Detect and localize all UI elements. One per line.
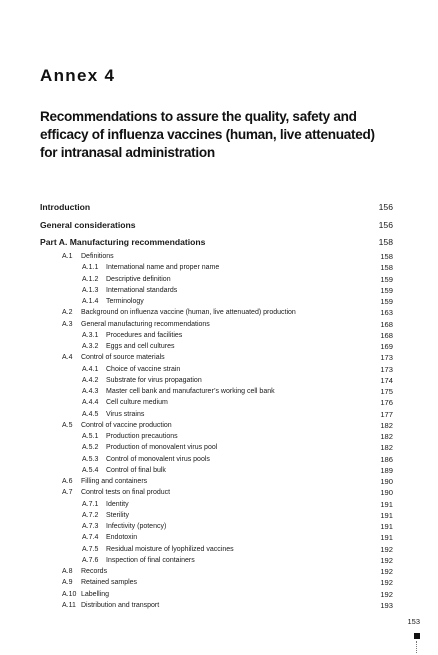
toc-entry-page: 158 <box>380 263 393 273</box>
toc-entry-label: Sterility <box>106 511 129 519</box>
toc-entry-number: A.3 <box>62 320 73 328</box>
toc-entry-label: Terminology <box>106 298 144 305</box>
toc-entry-label: Control of source materials <box>81 354 165 362</box>
toc-entry-page: 191 <box>380 510 393 520</box>
toc-entry-number: A.7.4 <box>82 534 99 542</box>
toc-row[interactable] <box>0 532 438 543</box>
toc-entry-page: 190 <box>380 488 393 498</box>
toc-entry-label: Background on influenza vaccine (human, live attenuated) production <box>81 309 296 317</box>
toc-row[interactable] <box>0 220 438 231</box>
toc-entry-label: General considerations <box>40 220 136 230</box>
toc-entry-label: Production precautions <box>106 433 178 440</box>
toc-entry-label: Labelling <box>81 590 110 598</box>
toc-entry-number: A.3.2 <box>82 343 99 350</box>
toc-row[interactable] <box>0 521 438 532</box>
toc-entry-page: 192 <box>380 589 393 599</box>
toc-entry-page: 182 <box>380 420 393 430</box>
toc-entry-label: Cell culture medium <box>106 399 168 407</box>
toc-entry-number: A.7.6 <box>82 556 99 564</box>
toc-entry-number: A.10 <box>62 590 77 598</box>
toc-row[interactable] <box>0 307 438 318</box>
toc-row[interactable] <box>0 566 438 577</box>
toc-entry-number: A.3.1 <box>82 331 99 339</box>
toc-entry-label: Production of monovalent virus pool <box>106 444 218 452</box>
toc-row[interactable] <box>0 319 438 330</box>
toc-row[interactable] <box>0 555 438 566</box>
document-title <box>40 108 400 162</box>
toc-entry-number: A.1.3 <box>82 286 99 294</box>
toc-entry-page: 182 <box>380 443 393 453</box>
toc-entry-page: 192 <box>380 555 393 565</box>
toc-entry-label: Definitions <box>81 253 114 260</box>
toc-entry-label: Eggs and cell cultures <box>106 343 175 350</box>
toc-entry-label: Inspection of final containers <box>106 556 195 564</box>
annex-heading: Annex 4 <box>40 66 116 85</box>
toc-entry-page: 163 <box>380 308 393 318</box>
toc-row[interactable] <box>0 397 438 408</box>
toc-entry-label: International name and proper name <box>106 264 220 272</box>
toc-entry-label: Control of vaccine production <box>81 421 172 429</box>
toc-entry-number: A.4.1 <box>82 365 99 373</box>
toc-entry-number: A.1.2 <box>82 275 99 283</box>
toc-entry-page: 191 <box>380 533 393 543</box>
toc-entry-page: 192 <box>380 567 393 576</box>
toc-row[interactable] <box>0 420 438 431</box>
toc-row[interactable] <box>0 499 438 510</box>
toc-entry-label: Substrate for virus propagation <box>106 376 202 384</box>
toc-entry-page: 159 <box>380 297 393 306</box>
toc-entry-page: 174 <box>380 375 393 385</box>
toc-entry-label: Descriptive definition <box>106 275 171 283</box>
toc-entry-label: Identity <box>106 500 129 508</box>
toc-entry-number: A.7 <box>62 489 73 497</box>
toc-entry-number: A.4.3 <box>82 388 99 395</box>
toc-row[interactable] <box>0 364 438 375</box>
toc-row[interactable] <box>0 510 438 521</box>
toc-row[interactable] <box>0 237 438 248</box>
toc-entry-page: 189 <box>380 465 393 475</box>
toc-row[interactable] <box>0 274 438 285</box>
toc-entry-page: 193 <box>380 600 393 610</box>
toc-entry-label: Procedures and facilities <box>106 331 183 339</box>
toc-entry-number: A.5.4 <box>82 466 99 474</box>
toc-entry-label: Master cell bank and manufacturer’s working cell bank <box>106 388 275 395</box>
toc-entry-page: 156 <box>378 202 393 212</box>
toc-entry-label: Virus strains <box>106 410 145 418</box>
toc-entry-page: 159 <box>380 274 393 284</box>
toc-entry-page: 158 <box>380 252 393 261</box>
toc-entry-label: Part A. Manufacturing recommendations <box>40 237 206 247</box>
toc-row[interactable] <box>0 202 438 213</box>
toc-row[interactable] <box>0 409 438 420</box>
toc-row[interactable] <box>0 544 438 555</box>
toc-entry-number: A.1.4 <box>82 298 99 305</box>
toc-entry-page: 192 <box>380 578 393 588</box>
toc-row[interactable] <box>0 589 438 600</box>
toc-entry-label: Choice of vaccine strain <box>106 365 181 373</box>
title-line-1: Recommendations to assure the quality, safety and <box>40 109 357 124</box>
toc-row[interactable] <box>0 386 438 397</box>
toc-entry-number: A.9 <box>62 579 73 587</box>
toc-entry-label: Control tests on final product <box>81 489 171 497</box>
toc-entry-number: A.5.3 <box>82 455 99 463</box>
toc-row[interactable] <box>0 296 438 307</box>
toc-entry-page: 158 <box>378 237 393 247</box>
toc-entry-number: A.4 <box>62 354 73 362</box>
toc-entry-page: 175 <box>380 387 393 396</box>
toc-row[interactable] <box>0 577 438 588</box>
toc-entry-page: 192 <box>380 544 393 554</box>
toc-entry-label: Filling and containers <box>81 478 148 485</box>
toc-row[interactable] <box>0 476 438 487</box>
toc-entry-page: 156 <box>378 220 393 230</box>
toc-row[interactable] <box>0 262 438 273</box>
toc-entry-label: Endotoxin <box>106 534 138 542</box>
toc-entry-page: 177 <box>380 409 393 419</box>
toc-entry-number: A.2 <box>62 309 73 317</box>
toc-entry-page: 176 <box>380 398 393 408</box>
toc-entry-number: A.7.3 <box>82 523 99 530</box>
toc-entry-label: Retained samples <box>81 579 138 587</box>
toc-entry-page: 182 <box>380 432 393 441</box>
toc-entry-number: A.7.1 <box>82 500 99 508</box>
toc-entry-number: A.7.2 <box>82 511 99 519</box>
toc-entry-page: 169 <box>380 342 393 351</box>
toc-entry-label: Introduction <box>40 202 91 212</box>
toc-entry-page: 168 <box>380 330 393 340</box>
page-number: 153 <box>407 617 420 626</box>
toc-row[interactable] <box>0 487 438 498</box>
toc-row[interactable] <box>0 352 438 363</box>
toc-entry-number: A.4.4 <box>82 399 99 407</box>
toc-entry-page: 186 <box>380 454 393 464</box>
toc-row[interactable] <box>0 454 438 465</box>
toc-entry-number: A.4.2 <box>82 376 99 384</box>
toc-row[interactable] <box>0 285 438 296</box>
toc-entry-label: Control of final bulk <box>106 466 166 474</box>
toc-entry-page: 190 <box>380 477 393 486</box>
title-line-3: for intranasal administration <box>40 145 215 160</box>
toc-entry-number: A.11 <box>62 601 76 609</box>
title-line-2: efficacy of influenza vaccines (human, live attenuated) <box>40 127 375 142</box>
toc-entry-label: Distribution and transport <box>81 601 160 609</box>
toc-row[interactable] <box>0 341 438 352</box>
toc-row[interactable] <box>0 442 438 453</box>
page-dots-decoration <box>416 641 419 653</box>
toc-entry-number: A.5.2 <box>82 444 99 452</box>
toc-row[interactable] <box>0 431 438 442</box>
toc-row[interactable] <box>0 251 438 262</box>
toc-entry-number: A.1 <box>62 253 73 260</box>
toc-entry-page: 168 <box>380 319 393 329</box>
toc-entry-number: A.5 <box>62 421 73 429</box>
toc-entry-number: A.7.5 <box>82 545 99 553</box>
toc-entry-page: 191 <box>380 522 393 531</box>
toc-row[interactable] <box>0 330 438 341</box>
page-marker <box>414 633 420 639</box>
toc-entry-label: Records <box>81 568 108 575</box>
toc-entry-page: 173 <box>380 353 393 363</box>
toc-entry-number: A.4.5 <box>82 410 99 418</box>
toc-row[interactable] <box>0 600 438 611</box>
toc-row[interactable] <box>0 375 438 386</box>
toc-entry-number: A.6 <box>62 478 73 485</box>
toc-entry-page: 191 <box>380 499 393 509</box>
toc-entry-page: 159 <box>380 285 393 295</box>
toc-entry-number: A.8 <box>62 568 73 575</box>
toc-entry-label: Infectivity (potency) <box>106 523 167 530</box>
toc-entry-label: General manufacturing recommendations <box>81 320 210 328</box>
toc-entry-label: Residual moisture of lyophilized vaccines <box>106 545 234 553</box>
toc-entry-page: 173 <box>380 364 393 374</box>
toc-entry-number: A.1.1 <box>82 264 99 272</box>
toc-entry-label: Control of monovalent virus pools <box>106 455 210 463</box>
toc-entry-label: International standards <box>106 286 178 294</box>
toc-entry-number: A.5.1 <box>82 433 99 440</box>
toc-row[interactable] <box>0 465 438 476</box>
